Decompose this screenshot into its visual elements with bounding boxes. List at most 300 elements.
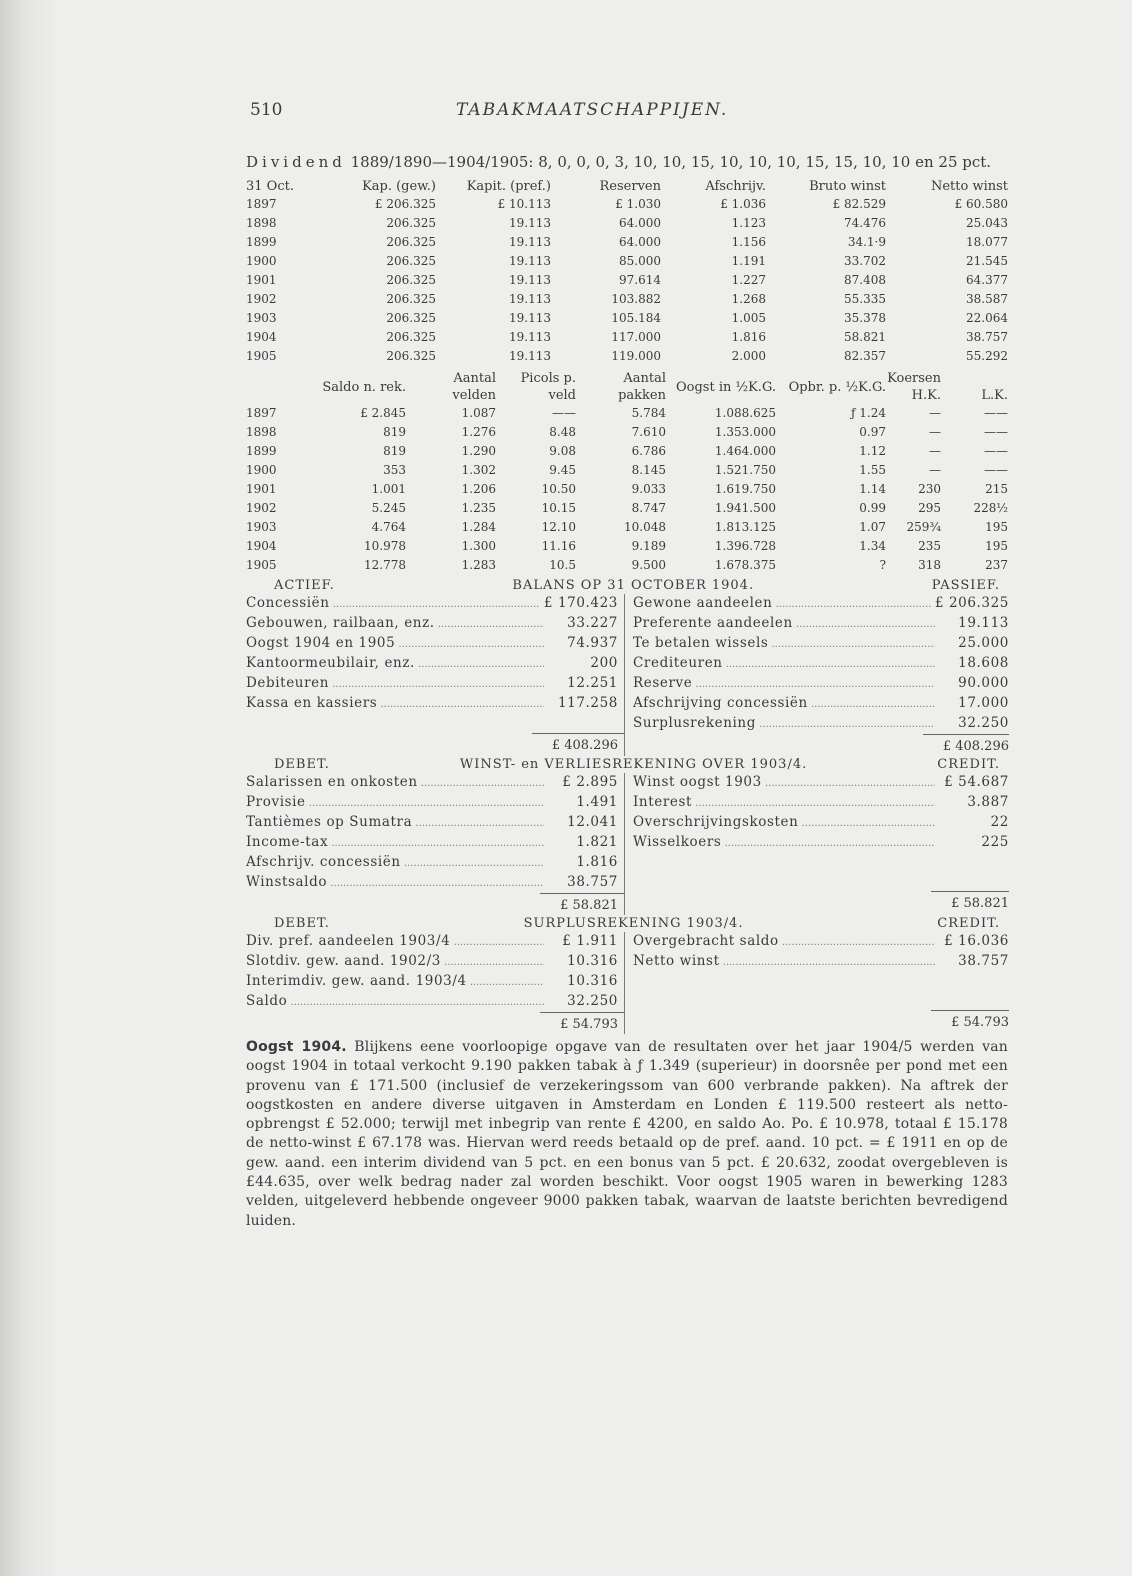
- ledger-amount: 22: [935, 813, 1009, 833]
- value-cell: 1.268: [731, 292, 766, 306]
- year-cell: 1900: [246, 463, 277, 477]
- ledger-label: Reserve .....: [633, 674, 935, 694]
- ledger-row: [246, 793, 624, 813]
- value-cell: 206.325: [386, 273, 436, 287]
- ledger-row: [633, 614, 1009, 634]
- table-row: [246, 290, 1008, 309]
- col-header: Netto winst: [930, 179, 1008, 194]
- ledger-row: [246, 952, 624, 972]
- value-cell: 259¾: [906, 520, 941, 534]
- page-number: 510: [250, 100, 283, 120]
- blank-row: [633, 853, 1009, 872]
- ledger-label: Afschrijving concessiën .....: [633, 694, 935, 714]
- ledger-amount: 1.491: [544, 793, 618, 813]
- harvest-paragraph: [246, 1038, 1008, 1231]
- dividend-label: Dividend: [246, 153, 346, 171]
- value-cell: 19.113: [509, 273, 551, 287]
- value-cell: 1.227: [731, 273, 766, 287]
- value-cell: 1.302: [461, 463, 496, 477]
- value-cell: 206.325: [386, 330, 436, 344]
- surplus-account: [246, 915, 1008, 1034]
- value-cell: ?: [879, 558, 886, 572]
- section-title-row: [246, 577, 1008, 594]
- year-cell: 1897: [246, 197, 277, 211]
- ledger-label: Slotdiv. gew. aand. 1902/3 .....: [246, 952, 544, 972]
- ledger-row: [246, 833, 624, 853]
- ledger-row: [246, 873, 624, 893]
- value-cell: 195: [985, 520, 1008, 534]
- value-cell: 19.113: [509, 235, 551, 249]
- value-cell: 0.99: [859, 501, 886, 515]
- value-cell: 1.55: [859, 463, 886, 477]
- value-cell: 1.088.625: [714, 406, 776, 420]
- table-header-row: [246, 370, 1008, 404]
- ledger-amount: £ 54.687: [935, 773, 1009, 793]
- value-cell: 10.5: [549, 558, 576, 572]
- value-cell: 19.113: [509, 254, 551, 268]
- value-cell: 1.816: [731, 330, 766, 344]
- ledger-amount: 32.250: [544, 992, 618, 1012]
- total-amount: £ 408.296: [923, 734, 1009, 756]
- right-title: CREDIT.: [937, 916, 1000, 931]
- ledger-row: [246, 853, 624, 873]
- value-cell: 12.10: [541, 520, 576, 534]
- debit-column: [246, 594, 625, 756]
- ledger-row: [246, 813, 624, 833]
- value-cell: 206.325: [386, 349, 436, 363]
- table-row: [246, 556, 1008, 575]
- ledger-row: [246, 654, 624, 674]
- credit-column: [625, 594, 1009, 756]
- ledger-amount: 3.887: [935, 793, 1009, 813]
- ledger-amount: 25.000: [935, 634, 1009, 654]
- ledger-amount: 225: [935, 833, 1009, 853]
- value-cell: ——: [552, 406, 576, 420]
- value-cell: £ 206.325: [374, 197, 436, 211]
- value-cell: 2.000: [731, 349, 766, 363]
- value-cell: 1.619.750: [714, 482, 776, 496]
- ledger-row: [246, 992, 624, 1012]
- value-cell: 235: [918, 539, 941, 553]
- ledger-row: [246, 972, 624, 992]
- ledger-amount: 1.821: [544, 833, 618, 853]
- blank-row: [633, 972, 1009, 991]
- year-cell: 1902: [246, 292, 277, 306]
- section-title: BALANS OP 31 OCTOBER 1904.: [512, 578, 755, 593]
- value-cell: 35.378: [844, 311, 886, 325]
- ledger-label: Overschrijvingskosten .....: [633, 813, 935, 833]
- col-header: [246, 370, 316, 404]
- ledger-label: Kassa en kassiers .....: [246, 694, 544, 714]
- value-cell: 11.16: [541, 539, 576, 553]
- ledger-label: Preferente aandeelen .....: [633, 614, 935, 634]
- ledger-row: [633, 813, 1009, 833]
- value-cell: 19.113: [509, 216, 551, 230]
- col-header: Oogst in ½K.G.: [676, 379, 776, 395]
- debit-column: [246, 932, 625, 1034]
- year-cell: 1901: [246, 273, 277, 287]
- year-cell: 1897: [246, 406, 277, 420]
- section-title: WINST- en VERLIESREKENING OVER 1903/4.: [459, 757, 808, 772]
- value-cell: 206.325: [386, 311, 436, 325]
- total-amount: £ 58.821: [931, 891, 1009, 913]
- value-cell: 0.97: [859, 425, 886, 439]
- ledger-row: [633, 634, 1009, 654]
- ledger-label: Netto winst .....: [633, 952, 935, 972]
- value-cell: 206.325: [386, 292, 436, 306]
- value-cell: 18.077: [966, 235, 1008, 249]
- ledger-label: Wisselkoers .....: [633, 833, 935, 853]
- ledger-amount: 33.227: [544, 614, 618, 634]
- value-cell: 10.15: [541, 501, 576, 515]
- year-cell: 1901: [246, 482, 277, 496]
- table-row: [246, 423, 1008, 442]
- col-header: Opbr. p. ½K.G.: [788, 379, 886, 395]
- capital-table: [246, 178, 1008, 366]
- table-row: [246, 537, 1008, 556]
- value-cell: —: [929, 425, 941, 439]
- section-title: SURPLUSREKENING 1903/4.: [523, 916, 744, 931]
- blank-row: [633, 872, 1009, 891]
- value-cell: ——: [984, 425, 1008, 439]
- ledger-label: Surplusrekening .....: [633, 714, 935, 734]
- value-cell: 1.123: [731, 216, 766, 230]
- book-page: [246, 96, 1008, 1245]
- value-cell: 1.290: [461, 444, 496, 458]
- value-cell: £ 10.113: [497, 197, 551, 211]
- ledger-total: [246, 1012, 624, 1034]
- value-cell: 1.235: [461, 501, 496, 515]
- table-row: [246, 271, 1008, 290]
- value-cell: £ 82.529: [832, 197, 886, 211]
- table-row: [246, 328, 1008, 347]
- ledger-label: Salarissen en onkosten .....: [246, 773, 544, 793]
- ledger-amount: 18.608: [935, 654, 1009, 674]
- ledger-row: [246, 932, 624, 952]
- ledger-label: Te betalen wissels .....: [633, 634, 935, 654]
- value-cell: 215: [985, 482, 1008, 496]
- value-cell: ——: [984, 463, 1008, 477]
- ledger-row: [633, 674, 1009, 694]
- ledger-total: [633, 1010, 1009, 1032]
- running-title: TABAKMAATSCHAPPIJEN.: [456, 100, 729, 120]
- total-amount: £ 54.793: [540, 1012, 624, 1034]
- value-cell: 1.07: [859, 520, 886, 534]
- ledger-label: Afschrijv. concessiën .....: [246, 853, 544, 873]
- value-cell: 33.702: [844, 254, 886, 268]
- ledger-amount: 12.251: [544, 674, 618, 694]
- value-cell: 1.464.000: [714, 444, 776, 458]
- ledger-row: [246, 594, 624, 614]
- ledger-amount: £ 1.911: [544, 932, 618, 952]
- value-cell: 1.34: [859, 539, 886, 553]
- value-cell: 206.325: [386, 235, 436, 249]
- ledger-amount: £ 16.036: [935, 932, 1009, 952]
- ledger-row: [633, 714, 1009, 734]
- value-cell: 9.189: [631, 539, 666, 553]
- ledger-row: [246, 634, 624, 654]
- ledger-label: Winst oogst 1903 .....: [633, 773, 935, 793]
- ledger-total: [246, 893, 624, 915]
- ledger-amount: £ 2.895: [544, 773, 618, 793]
- credit-column: [625, 773, 1009, 915]
- value-cell: 85.000: [619, 254, 661, 268]
- ledger-amount: 90.000: [935, 674, 1009, 694]
- ledger-label: Winstsaldo .....: [246, 873, 544, 893]
- value-cell: 25.043: [966, 216, 1008, 230]
- value-cell: ——: [984, 444, 1008, 458]
- ledger-row: [633, 833, 1009, 853]
- year-cell: 1903: [246, 520, 277, 534]
- paragraph-text: Blijkens eene voorloopige opgave van de resultaten over het jaar 1904/5 werden van oogst 1904 in totaal verkocht 9.190 pakken tabak à ƒ 1.349 (superieur) in doorsnêe per pond met een provenu van £ 171.500 (inclusief de verzekeringssom van 600 verbrande pakken). Na aftrek der oogstkosten en andere diverse uitgaven in Amsterdam en Londen £ 119.500 resteert als netto-opbrengst £ 52.000; terwijl met inbegrip van rente £ 4200, en saldo Ao. Po. £ 10.978, totaal £ 15.178 de netto-winst £ 67.178 was. Hiervan werd reeds betaald op de pref. aand. 10 pct. = £ 1911 en op de gew. aand. een interim dividend van 5 pct. en een bonus van 5 pct. £ 20.632, zoodat overgebleven is £44.635, over welk bedrag nader zal worden beschikt. Voor oogst 1905 waren in bewerking 1283 velden, uitgeleverd hebbende ongeveer 9000 pakken tabak, waarvan de laatste berichten bevredigend luiden.: [246, 1039, 1008, 1229]
- table-row: [246, 309, 1008, 328]
- year-cell: 1903: [246, 311, 277, 325]
- ledger-label: Concessiën .....: [246, 594, 540, 614]
- value-cell: 1.283: [461, 558, 496, 572]
- col-header: Saldo n. rek.: [322, 379, 406, 395]
- value-cell: 1.087: [461, 406, 496, 420]
- value-cell: ——: [984, 406, 1008, 420]
- value-cell: 117.000: [611, 330, 661, 344]
- col-header: Afschrijv.: [705, 179, 766, 194]
- value-cell: 1.206: [461, 482, 496, 496]
- ledger-label: Saldo .....: [246, 992, 544, 1012]
- table-row: [246, 499, 1008, 518]
- ledger-amount: 117.258: [544, 694, 618, 714]
- ledger-amount: 10.316: [544, 972, 618, 992]
- value-cell: 74.476: [844, 216, 886, 230]
- ledger-amount: 10.316: [544, 952, 618, 972]
- balance-sheet: [246, 577, 1008, 756]
- ledger-amount: 200: [544, 654, 618, 674]
- value-cell: 295: [918, 501, 941, 515]
- harvest-table: [246, 370, 1008, 575]
- value-cell: 195: [985, 539, 1008, 553]
- year-cell: 1900: [246, 254, 277, 268]
- value-cell: 228½: [973, 501, 1008, 515]
- ledger-label: Income-tax .....: [246, 833, 544, 853]
- credit-column: [625, 932, 1009, 1034]
- col-header: L.K.: [981, 388, 1008, 403]
- value-cell: 87.408: [844, 273, 886, 287]
- ledger-amount: 38.757: [544, 873, 618, 893]
- ledger-total: [633, 734, 1009, 756]
- left-title: ACTIEF.: [274, 578, 335, 593]
- table-row: [246, 461, 1008, 480]
- value-cell: 1.12: [859, 444, 886, 458]
- ledger-label: Debiteuren .....: [246, 674, 544, 694]
- col-header: Kap. (gew.): [362, 179, 436, 194]
- table-row: [246, 404, 1008, 423]
- value-cell: 1.678.375: [714, 558, 776, 572]
- value-cell: 12.778: [364, 558, 406, 572]
- value-cell: 19.113: [509, 311, 551, 325]
- value-cell: —: [929, 444, 941, 458]
- ledger-label: Div. pref. aandeelen 1903/4 .....: [246, 932, 544, 952]
- dividend-text: 1889/1890—1904/1905: 8, 0, 0, 0, 3, 10, 10, 15, 10, 10, 10, 15, 15, 10, 10 en 25 pct.: [345, 153, 992, 171]
- value-cell: 19.113: [509, 349, 551, 363]
- value-cell: £ 1.036: [720, 197, 766, 211]
- value-cell: 8.48: [549, 425, 576, 439]
- value-cell: 9.033: [631, 482, 666, 496]
- value-cell: —: [929, 463, 941, 477]
- value-cell: 64.000: [619, 216, 661, 230]
- ledger-row: [246, 694, 624, 714]
- ledger-label: Crediteuren .....: [633, 654, 935, 674]
- ledger-label: Gewone aandeelen .....: [633, 594, 931, 614]
- ledger-amount: 32.250: [935, 714, 1009, 734]
- ledger-amount: 19.113: [935, 614, 1009, 634]
- col-header: 31 Oct.: [246, 179, 294, 194]
- ledger-amount: £ 170.423: [540, 594, 618, 614]
- ledger-row: [246, 773, 624, 793]
- value-cell: 64.377: [966, 273, 1008, 287]
- value-cell: 819: [383, 444, 406, 458]
- ledger-total: [246, 733, 624, 755]
- col-header: Koersen H.K.: [887, 371, 941, 403]
- ledger-row: [633, 594, 1009, 614]
- running-header: [246, 96, 1008, 126]
- left-title: DEBET.: [274, 757, 330, 772]
- table-row: [246, 442, 1008, 461]
- value-cell: 819: [383, 425, 406, 439]
- value-cell: 1.353.000: [714, 425, 776, 439]
- ledger-amount: 17.000: [935, 694, 1009, 714]
- value-cell: 7.610: [631, 425, 666, 439]
- col-header: Picols p. veld: [520, 371, 576, 403]
- table-header-row: [246, 178, 1008, 195]
- value-cell: 103.882: [611, 292, 661, 306]
- value-cell: 19.113: [509, 292, 551, 306]
- left-title: DEBET.: [274, 916, 330, 931]
- value-cell: 19.113: [509, 330, 551, 344]
- value-cell: 353: [383, 463, 406, 477]
- value-cell: 318: [918, 558, 941, 572]
- value-cell: 64.000: [619, 235, 661, 249]
- year-cell: 1902: [246, 501, 277, 515]
- debit-column: [246, 773, 625, 915]
- value-cell: 4.764: [371, 520, 406, 534]
- value-cell: 38.587: [966, 292, 1008, 306]
- value-cell: 10.048: [624, 520, 666, 534]
- table-row: [246, 233, 1008, 252]
- value-cell: ƒ 1.24: [851, 406, 886, 420]
- ledger-row: [246, 614, 624, 634]
- value-cell: 119.000: [611, 349, 661, 363]
- ledger-label: Oogst 1904 en 1905 .....: [246, 634, 544, 654]
- ledger-label: Kantoormeubilair, enz. .....: [246, 654, 544, 674]
- year-cell: 1905: [246, 558, 277, 572]
- ledger-label: Interimdiv. gew. aand. 1903/4 .....: [246, 972, 544, 992]
- value-cell: 237: [985, 558, 1008, 572]
- right-title: CREDIT.: [937, 757, 1000, 772]
- value-cell: 1.156: [731, 235, 766, 249]
- ledger-row: [246, 674, 624, 694]
- value-cell: 34.1·9: [847, 235, 886, 249]
- value-cell: 10.978: [364, 539, 406, 553]
- value-cell: 1.005: [731, 311, 766, 325]
- total-amount: £ 54.793: [931, 1010, 1009, 1032]
- right-title: PASSIEF.: [931, 578, 1000, 593]
- ledger-label: Overgebracht saldo .....: [633, 932, 935, 952]
- value-cell: 1.001: [371, 482, 406, 496]
- section-title-row: [246, 756, 1008, 773]
- value-cell: 206.325: [386, 216, 436, 230]
- total-amount: £ 408.296: [532, 733, 624, 755]
- year-cell: 1899: [246, 444, 277, 458]
- ledger-total: [633, 891, 1009, 913]
- value-cell: 22.064: [966, 311, 1008, 325]
- col-header: Aantal velden: [452, 371, 496, 403]
- value-cell: 1.14: [859, 482, 886, 496]
- ledger-row: [633, 932, 1009, 952]
- value-cell: 9.500: [631, 558, 666, 572]
- col-header: Bruto winst: [809, 179, 886, 194]
- dividend-line: [246, 152, 1008, 172]
- year-cell: 1899: [246, 235, 277, 249]
- value-cell: £ 60.580: [954, 197, 1008, 211]
- value-cell: 10.50: [541, 482, 576, 496]
- col-header: Reserven: [599, 179, 661, 194]
- ledger-amount: 1.816: [544, 853, 618, 873]
- col-header: Aantal pakken: [618, 371, 666, 403]
- year-cell: 1898: [246, 425, 277, 439]
- value-cell: 1.396.728: [714, 539, 776, 553]
- ledger-amount: 74.937: [544, 634, 618, 654]
- ledger-row: [633, 793, 1009, 813]
- total-amount: £ 58.821: [540, 893, 624, 915]
- value-cell: 1.284: [461, 520, 496, 534]
- value-cell: 8.145: [631, 463, 666, 477]
- ledger-label: Gebouwen, railbaan, enz. .....: [246, 614, 544, 634]
- page-gutter-shadow: [0, 0, 60, 1576]
- value-cell: 6.786: [631, 444, 666, 458]
- value-cell: 55.292: [966, 349, 1008, 363]
- value-cell: 9.45: [549, 463, 576, 477]
- section-title-row: [246, 915, 1008, 932]
- table-row: [246, 214, 1008, 233]
- paragraph-heading: Oogst 1904.: [246, 1039, 347, 1055]
- value-cell: 8.747: [631, 501, 666, 515]
- value-cell: 21.545: [966, 254, 1008, 268]
- value-cell: 1.276: [461, 425, 496, 439]
- col-header: Kapit. (pref.): [466, 179, 551, 194]
- value-cell: £ 1.030: [615, 197, 661, 211]
- table-row: [246, 252, 1008, 271]
- value-cell: 206.325: [386, 254, 436, 268]
- value-cell: 5.784: [631, 406, 666, 420]
- blank-row: [246, 714, 624, 733]
- ledger-amount: 38.757: [935, 952, 1009, 972]
- table-row: [246, 518, 1008, 537]
- value-cell: 9.08: [549, 444, 576, 458]
- value-cell: 1.300: [461, 539, 496, 553]
- year-cell: 1898: [246, 216, 277, 230]
- value-cell: 1.813.125: [714, 520, 776, 534]
- ledger-label: Interest .....: [633, 793, 935, 813]
- ledger-row: [633, 694, 1009, 714]
- value-cell: 55.335: [844, 292, 886, 306]
- ledger-row: [633, 654, 1009, 674]
- value-cell: 82.357: [844, 349, 886, 363]
- ledger-row: [633, 773, 1009, 793]
- table-row: [246, 480, 1008, 499]
- year-cell: 1905: [246, 349, 277, 363]
- value-cell: 1.191: [731, 254, 766, 268]
- ledger-amount: £ 206.325: [931, 594, 1009, 614]
- value-cell: 230: [918, 482, 941, 496]
- value-cell: 97.614: [619, 273, 661, 287]
